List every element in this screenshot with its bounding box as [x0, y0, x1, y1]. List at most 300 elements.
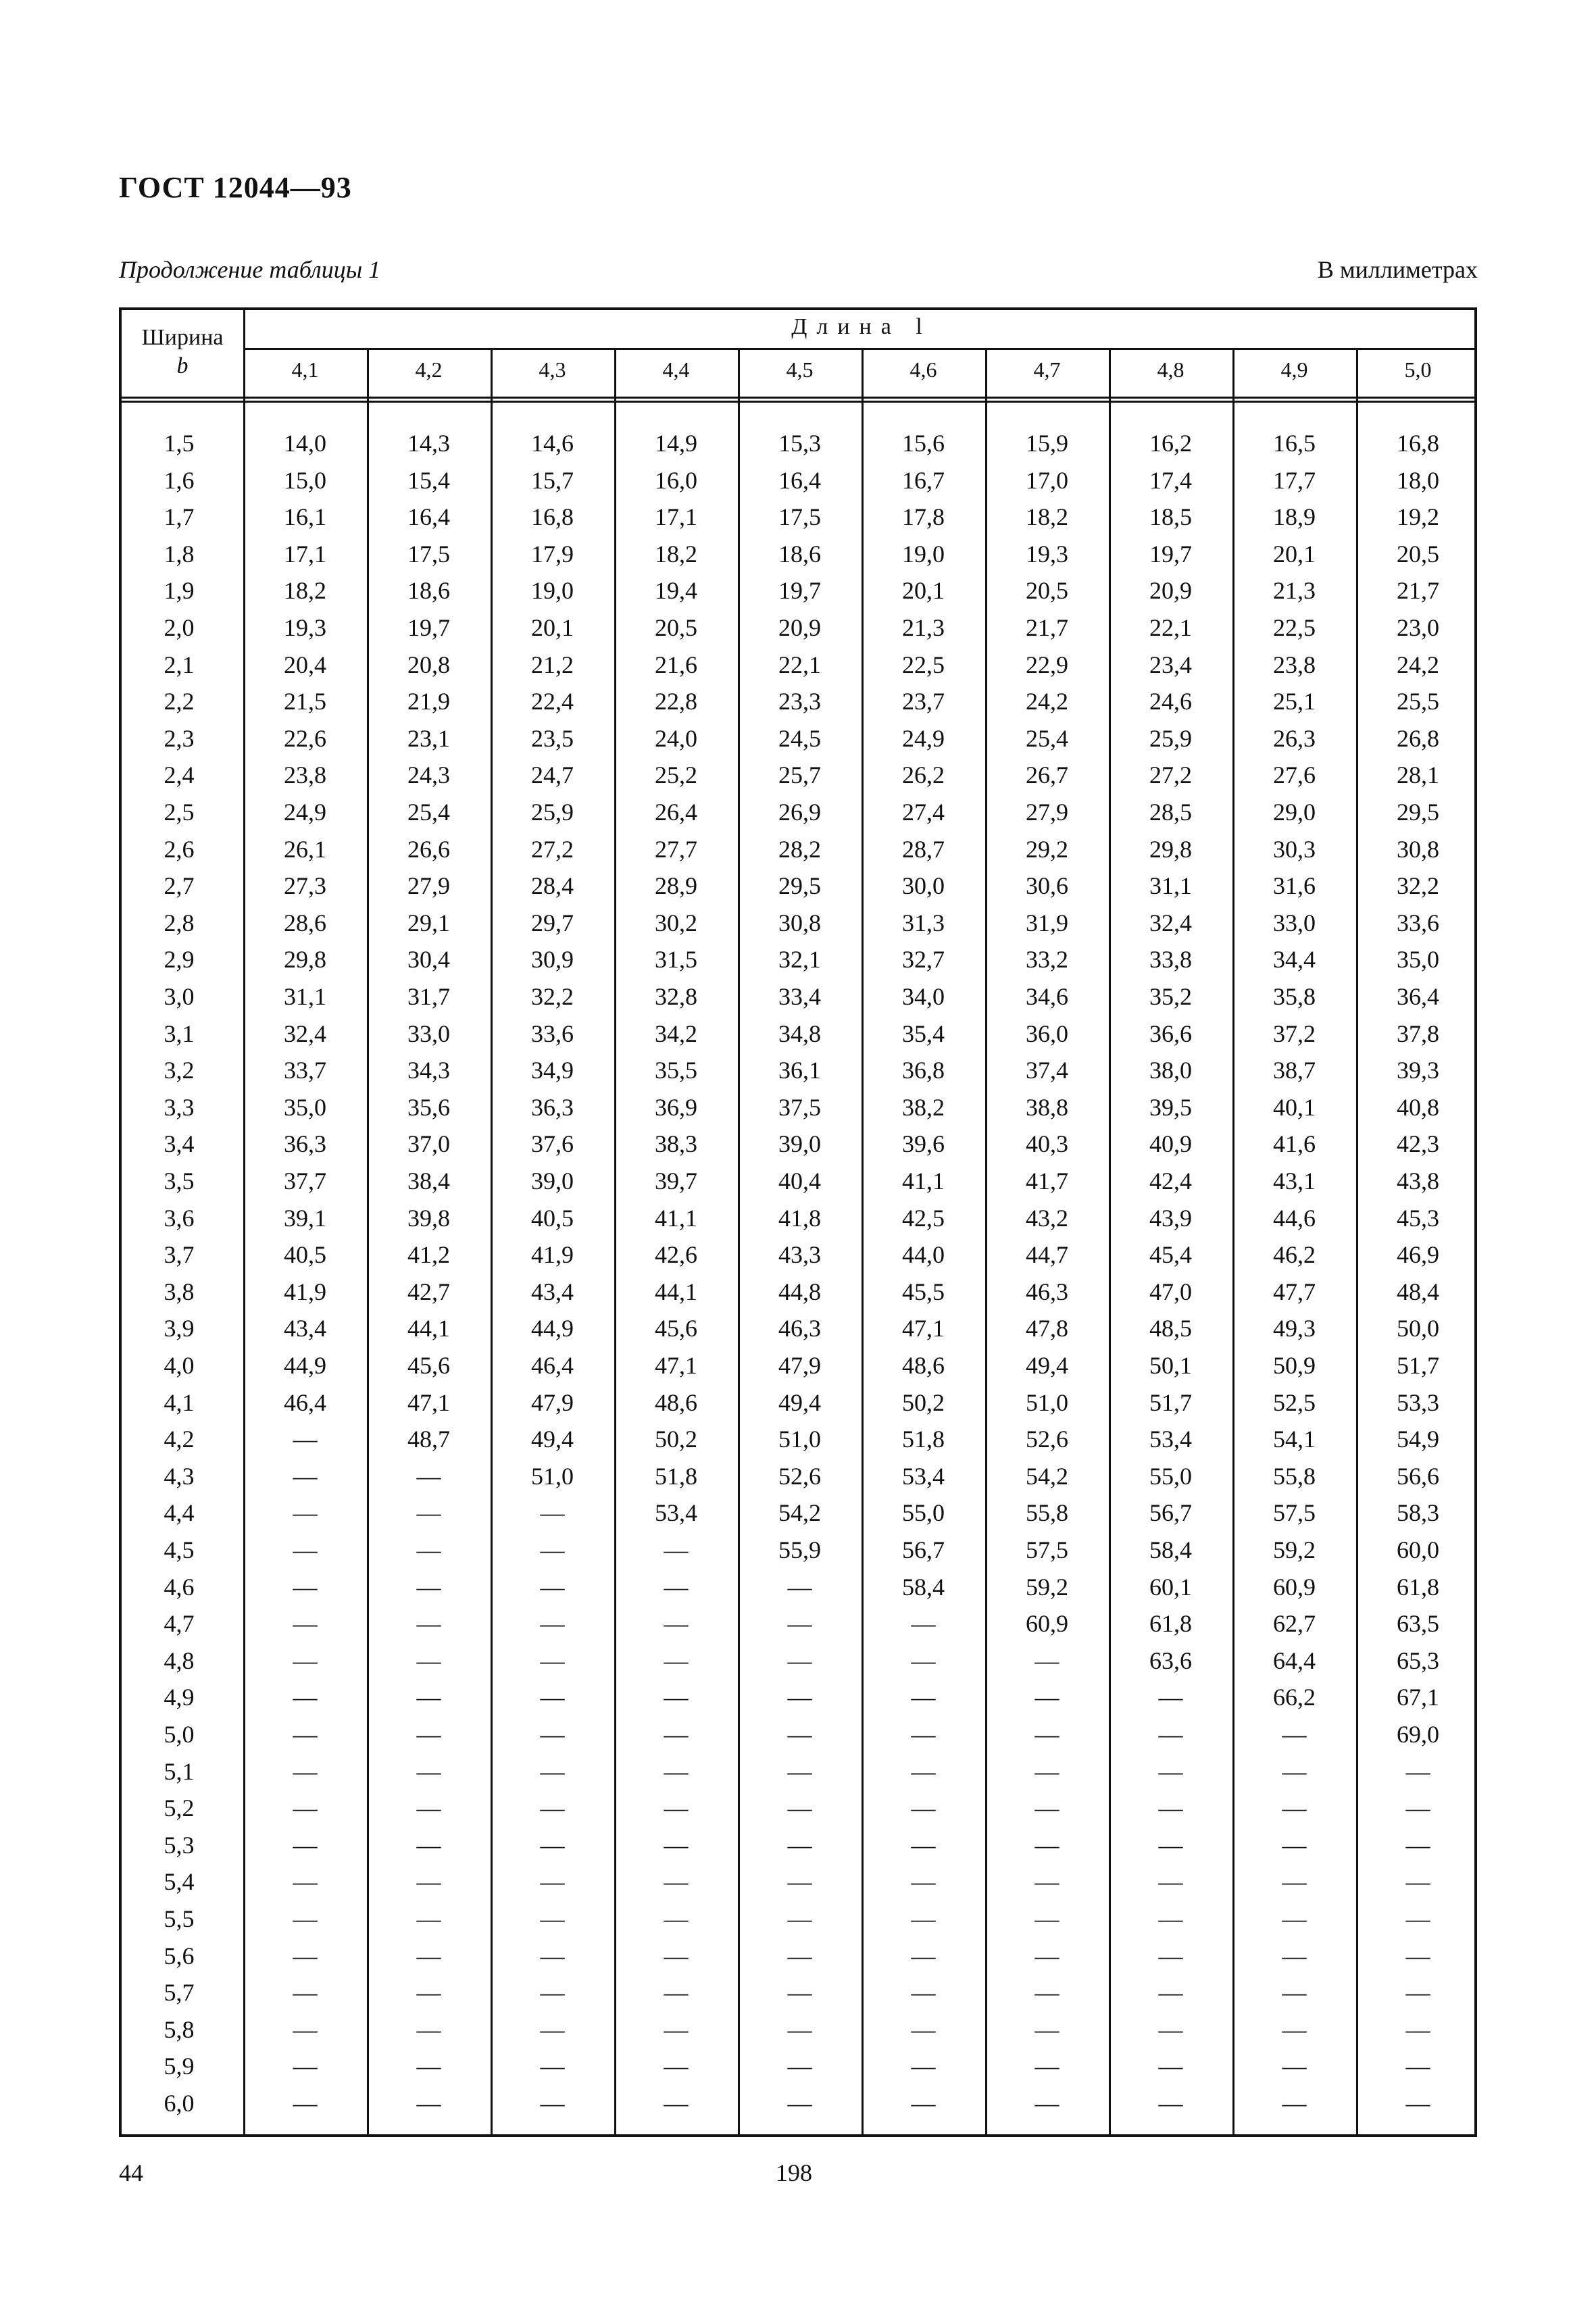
table-row [122, 1130, 1474, 1166]
table-cell: 22,5 [1273, 614, 1316, 641]
table-cell: 32,4 [284, 1020, 326, 1047]
row-width-value: 5,7 [164, 1979, 195, 2007]
table-cell: 22,9 [1026, 651, 1068, 678]
table-cell: 40,8 [1397, 1093, 1439, 1121]
table-cell: — [787, 1868, 812, 1896]
table-cell: — [540, 1499, 565, 1527]
table-cell: 36,1 [778, 1057, 821, 1084]
table-cell: 14,9 [655, 430, 697, 457]
table-cell: 39,7 [655, 1167, 697, 1194]
table-cell: 49,4 [531, 1426, 574, 1453]
table-cell: 15,0 [284, 466, 326, 494]
table-cell: 21,7 [1026, 614, 1068, 641]
table-cell: — [293, 1831, 318, 1859]
table-row [122, 982, 1474, 1019]
table-cell: 35,0 [284, 1093, 326, 1121]
table-cell: 22,1 [1149, 614, 1192, 641]
table-cell: 55,0 [1149, 1462, 1192, 1490]
row-width-value: 3,8 [164, 1278, 195, 1305]
row-width-value: 5,5 [164, 1905, 195, 1932]
table-cell: 45,6 [407, 1352, 450, 1379]
table-cell: — [416, 2053, 441, 2080]
table-cell: 35,8 [1273, 983, 1316, 1010]
table-cell: — [664, 1536, 689, 1563]
table-cell: 39,0 [778, 1130, 821, 1158]
table-cell: 42,6 [655, 1241, 697, 1269]
table-cell: 16,8 [531, 503, 574, 531]
table-cell: 48,6 [655, 1388, 697, 1416]
table-cell: — [1034, 1684, 1059, 1711]
table-cell: 24,7 [531, 761, 574, 789]
table-cell: 23,1 [407, 724, 450, 752]
table-cell: — [1158, 2090, 1183, 2117]
table-cell: — [911, 1646, 936, 1674]
table-cell: 44,7 [1026, 1241, 1068, 1269]
table-cell: 20,1 [531, 614, 574, 641]
table-cell: 32,4 [1149, 909, 1192, 936]
row-width-value: 4,9 [164, 1684, 195, 1711]
table-cell: 40,4 [778, 1167, 821, 1194]
table-cell: 22,8 [655, 688, 697, 715]
table-cell: 28,7 [902, 835, 945, 863]
row-width-value: 3,2 [164, 1057, 195, 1084]
table-cell: — [911, 1610, 936, 1638]
table-cell: 63,5 [1397, 1610, 1439, 1638]
table-cell: — [1158, 1684, 1183, 1711]
table-cell: 17,4 [1149, 466, 1192, 494]
table-cell: — [1282, 1979, 1307, 2007]
table-cell: 57,5 [1026, 1536, 1068, 1563]
table-cell: — [416, 1499, 441, 1527]
table-cell: 30,9 [531, 946, 574, 974]
table-cell: — [1034, 2015, 1059, 2043]
table-cell: 29,1 [407, 909, 450, 936]
table-cell: 47,1 [902, 1315, 945, 1342]
table-cell: 44,9 [531, 1315, 574, 1342]
table-cell: 27,7 [655, 835, 697, 863]
table-cell: 55,0 [902, 1499, 945, 1527]
table-cell: 47,8 [1026, 1315, 1068, 1342]
row-width-value: 4,5 [164, 1536, 195, 1563]
table-row [122, 651, 1474, 687]
table-cell: 16,4 [778, 466, 821, 494]
table-cell: 20,9 [778, 614, 821, 641]
table-cell: 38,4 [407, 1167, 450, 1194]
table-cell: — [293, 1721, 318, 1748]
table-cell: 19,3 [284, 614, 326, 641]
table-cell: — [664, 1868, 689, 1896]
table-cell: 55,8 [1026, 1499, 1068, 1527]
table-cell: 20,4 [284, 651, 326, 678]
table-cell: 39,5 [1149, 1093, 1192, 1121]
table-cell: — [911, 2015, 936, 2043]
table-row [122, 429, 1474, 466]
table-cell: — [416, 1757, 441, 1785]
table-cell: 18,2 [655, 540, 697, 568]
row-width-value: 2,3 [164, 724, 195, 752]
table-cell: — [1158, 1942, 1183, 1969]
table-cell: 53,4 [655, 1499, 697, 1527]
row-width-value: 2,6 [164, 835, 195, 863]
table-cell: 30,2 [655, 909, 697, 936]
table-cell: — [540, 1610, 565, 1638]
table-row [122, 761, 1474, 797]
row-width-value: 5,2 [164, 1794, 195, 1822]
table-cell: — [1158, 1757, 1183, 1785]
table-cell: — [416, 1979, 441, 2007]
table-cell: 30,4 [407, 946, 450, 974]
table-cell: 47,0 [1149, 1278, 1192, 1305]
table-cell: 24,5 [778, 724, 821, 752]
table-cell: 33,0 [407, 1020, 450, 1047]
table-cell: 20,5 [655, 614, 697, 641]
table-cell: — [664, 1757, 689, 1785]
table-cell: 23,7 [902, 688, 945, 715]
table-cell: 37,8 [1397, 1020, 1439, 1047]
table-cell: 29,2 [1026, 835, 1068, 863]
table-cell: 36,0 [1026, 1020, 1068, 1047]
table-cell: — [293, 2090, 318, 2117]
table-cell: 38,3 [655, 1130, 697, 1158]
table-cell: — [787, 1646, 812, 1674]
table-cell: 18,2 [284, 577, 326, 605]
table-cell: 25,5 [1397, 688, 1439, 715]
table-cell: — [664, 1721, 689, 1748]
length-column-header: 4,3 [539, 357, 566, 382]
table-cell: 58,4 [902, 1573, 945, 1601]
table-cell: 30,6 [1026, 872, 1068, 900]
table-cell: 14,0 [284, 430, 326, 457]
row-width-value: 2,0 [164, 614, 195, 641]
units-label: В миллиметрах [1317, 256, 1478, 283]
table-cell: 35,6 [407, 1093, 450, 1121]
table-cell: 62,7 [1273, 1610, 1316, 1638]
table-cell: — [664, 1573, 689, 1601]
table-cell: — [664, 1684, 689, 1711]
table-row [122, 1609, 1474, 1646]
table-cell: 32,2 [531, 983, 574, 1010]
table-cell: — [1282, 1905, 1307, 1932]
table-cell: 35,4 [902, 1020, 945, 1047]
table-cell: — [664, 2053, 689, 2080]
table-cell: 41,7 [1026, 1167, 1068, 1194]
table-cell: — [540, 2053, 565, 2080]
table-cell: — [1158, 1905, 1183, 1932]
table-row [122, 1905, 1474, 1941]
table-cell: 51,8 [655, 1462, 697, 1490]
table-row [122, 2089, 1474, 2126]
table-cell: 32,2 [1397, 872, 1439, 900]
table-cell: 43,4 [531, 1278, 574, 1305]
table-cell: 54,2 [778, 1499, 821, 1527]
table-row [122, 1536, 1474, 1572]
table-cell: 56,6 [1397, 1462, 1439, 1490]
page-number-left: 44 [119, 2159, 143, 2186]
table-cell: 63,6 [1149, 1646, 1192, 1674]
table-cell: 34,2 [655, 1020, 697, 1047]
table-cell: — [911, 1831, 936, 1859]
table-cell: 39,1 [284, 1204, 326, 1232]
table-cell: 51,0 [531, 1462, 574, 1490]
table-cell: 28,4 [531, 872, 574, 900]
table-cell: 54,1 [1273, 1426, 1316, 1453]
row-width-value: 4,7 [164, 1610, 195, 1638]
table-cell: 33,7 [284, 1057, 326, 1084]
table-cell: — [293, 1499, 318, 1527]
table-cell: 30,3 [1273, 835, 1316, 863]
table-cell: — [664, 1979, 689, 2007]
table-cell: 18,9 [1273, 503, 1316, 531]
row-width-value: 1,7 [164, 503, 195, 531]
table-cell: 51,8 [902, 1426, 945, 1453]
row-width-value: 2,7 [164, 872, 195, 900]
row-width-value: 5,8 [164, 2015, 195, 2043]
table-row [122, 1167, 1474, 1203]
table-cell: 19,4 [655, 577, 697, 605]
table-cell: — [1282, 2090, 1307, 2117]
row-width-value: 2,1 [164, 651, 195, 678]
row-width-value: 4,2 [164, 1426, 195, 1453]
table-cell: — [416, 1721, 441, 1748]
table-cell: 18,6 [778, 540, 821, 568]
table-cell: — [1405, 2015, 1430, 2043]
table-cell: 29,5 [1397, 799, 1439, 826]
table-cell: — [416, 1462, 441, 1490]
table-row [122, 1314, 1474, 1351]
table-cell: 44,1 [655, 1278, 697, 1305]
table-cell: 48,6 [902, 1352, 945, 1379]
table-cell: 52,5 [1273, 1388, 1316, 1416]
table-cell: — [540, 1573, 565, 1601]
table-cell: 20,9 [1149, 577, 1192, 605]
table-cell: — [1034, 1868, 1059, 1896]
table-cell: 25,7 [778, 761, 821, 789]
table-cell: 52,6 [1026, 1426, 1068, 1453]
table-cell: 60,1 [1149, 1573, 1192, 1601]
table-cell: 18,5 [1149, 503, 1192, 531]
table-cell: 69,0 [1397, 1721, 1439, 1748]
table-cell: 38,7 [1273, 1057, 1316, 1084]
document-title: ГОСТ 12044—93 [119, 171, 352, 204]
table-cell: 27,4 [902, 799, 945, 826]
table-cell: 20,5 [1026, 577, 1068, 605]
table-cell: — [293, 1536, 318, 1563]
table-cell: 26,4 [655, 799, 697, 826]
table-cell: 43,9 [1149, 1204, 1192, 1232]
table-cell: — [1158, 1979, 1183, 2007]
row-width-value: 4,0 [164, 1352, 195, 1379]
table-cell: — [1034, 1979, 1059, 2007]
table-cell: 27,9 [407, 872, 450, 900]
table-cell: 45,4 [1149, 1241, 1192, 1269]
table-cell: 38,8 [1026, 1093, 1068, 1121]
table-cell: 51,7 [1149, 1388, 1192, 1416]
table-cell: 24,9 [902, 724, 945, 752]
table-cell: 27,2 [1149, 761, 1192, 789]
table-cell: 42,3 [1397, 1130, 1439, 1158]
table-cell: 28,6 [284, 909, 326, 936]
table-cell: 20,5 [1397, 540, 1439, 568]
table-cell: 39,0 [531, 1167, 574, 1194]
table-cell: 66,2 [1273, 1684, 1316, 1711]
row-width-value: 3,6 [164, 1204, 195, 1232]
table-cell: 55,8 [1273, 1462, 1316, 1490]
table-cell: 21,6 [655, 651, 697, 678]
header-bottom-rule [122, 401, 1474, 403]
table-cell: 47,1 [407, 1388, 450, 1416]
length-column-header: 5,0 [1404, 357, 1432, 382]
table-row [122, 1720, 1474, 1757]
table-cell: 19,7 [407, 614, 450, 641]
table-cell: — [416, 1573, 441, 1601]
table-cell: 31,9 [1026, 909, 1068, 936]
table-cell: 21,5 [284, 688, 326, 715]
table-cell: 43,3 [778, 1241, 821, 1269]
table-row [122, 1278, 1474, 1314]
table-cell: 21,2 [531, 651, 574, 678]
table-row [122, 2015, 1474, 2052]
table-cell: — [540, 1646, 565, 1674]
table-cell: — [416, 1646, 441, 1674]
table-row [122, 1462, 1474, 1499]
table-cell: 33,0 [1273, 909, 1316, 936]
table-cell: — [664, 1942, 689, 1969]
table-cell: — [911, 2090, 936, 2117]
table-cell: 16,7 [902, 466, 945, 494]
table-cell: 44,8 [778, 1278, 821, 1305]
row-width-value: 4,6 [164, 1573, 195, 1601]
table-cell: 15,3 [778, 430, 821, 457]
table-row [122, 1573, 1474, 1609]
table-cell: 36,4 [1397, 983, 1439, 1010]
table-cell: 26,3 [1273, 724, 1316, 752]
table-row [122, 1425, 1474, 1461]
row-width-value: 5,4 [164, 1868, 195, 1896]
table-cell: — [293, 1794, 318, 1822]
table-cell: 29,7 [531, 909, 574, 936]
table-cell: — [1158, 2053, 1183, 2080]
table-cell: 18,0 [1397, 466, 1439, 494]
table-cell: 60,9 [1273, 1573, 1316, 1601]
table-cell: 67,1 [1397, 1684, 1439, 1711]
table-cell: 23,0 [1397, 614, 1439, 641]
table-cell: — [664, 1646, 689, 1674]
width-header-label: Ширина [141, 325, 224, 350]
row-width-value: 1,8 [164, 540, 195, 568]
table-row [122, 1646, 1474, 1683]
table-cell: — [664, 1610, 689, 1638]
table-row [122, 1056, 1474, 1092]
table-cell: 41,6 [1273, 1130, 1316, 1158]
table-cell: — [787, 1979, 812, 2007]
table-cell: — [293, 1905, 318, 1932]
table-cell: 21,9 [407, 688, 450, 715]
table-cell: 51,7 [1397, 1352, 1439, 1379]
table-cell: — [1034, 2090, 1059, 2117]
table-cell: 52,6 [778, 1462, 821, 1490]
table-cell: 50,0 [1397, 1315, 1439, 1342]
table-cell: — [664, 1905, 689, 1932]
table-cell: 28,9 [655, 872, 697, 900]
table-cell: — [787, 1794, 812, 1822]
table-cell: — [1405, 1757, 1430, 1785]
table-cell: 22,1 [778, 651, 821, 678]
table-row [122, 540, 1474, 576]
table-cell: 22,5 [902, 651, 945, 678]
table-cell: 20,1 [1273, 540, 1316, 568]
table-cell: 64,4 [1273, 1646, 1316, 1674]
table-row [122, 1351, 1474, 1388]
length-column-header: 4,8 [1157, 357, 1184, 382]
table-cell: — [911, 1684, 936, 1711]
table-cell: — [540, 1536, 565, 1563]
table-cell: 27,6 [1273, 761, 1316, 789]
table-cell: — [787, 1831, 812, 1859]
row-width-value: 5,0 [164, 1721, 195, 1748]
table-cell: 46,9 [1397, 1241, 1439, 1269]
table-cell: 16,8 [1397, 430, 1439, 457]
table-cell: 16,2 [1149, 430, 1192, 457]
table-cell: 65,3 [1397, 1646, 1439, 1674]
table-cell: 51,0 [778, 1426, 821, 1453]
table-cell: 23,8 [284, 761, 326, 789]
table-cell: 17,9 [531, 540, 574, 568]
table-row [122, 835, 1474, 872]
table-cell: — [1405, 1942, 1430, 1969]
table-cell: 17,7 [1273, 466, 1316, 494]
table-cell: 38,2 [902, 1093, 945, 1121]
table-cell: — [293, 1979, 318, 2007]
table-cell: 20,1 [902, 577, 945, 605]
table-cell: 43,1 [1273, 1167, 1316, 1194]
table-cell: 17,1 [284, 540, 326, 568]
table-row [122, 1942, 1474, 1978]
table-cell: — [1282, 1868, 1307, 1896]
table-cell: 50,9 [1273, 1352, 1316, 1379]
table-cell: 44,1 [407, 1315, 450, 1342]
table-cell: — [1405, 1979, 1430, 2007]
table-cell: 15,6 [902, 430, 945, 457]
table-cell: — [1405, 1868, 1430, 1896]
table-cell: 49,4 [778, 1388, 821, 1416]
table-cell: 40,3 [1026, 1130, 1068, 1158]
table-row [122, 576, 1474, 613]
table-cell: — [1034, 1757, 1059, 1785]
table-row [122, 1978, 1474, 2015]
table-cell: 37,7 [284, 1167, 326, 1194]
table-cell: 60,0 [1397, 1536, 1439, 1563]
table-cell: — [416, 1868, 441, 1896]
table-cell: — [1282, 1721, 1307, 1748]
table-cell: 27,2 [531, 835, 574, 863]
table-cell: 23,8 [1273, 651, 1316, 678]
table-cell: 21,3 [1273, 577, 1316, 605]
table-cell: 16,4 [407, 503, 450, 531]
table-cell: 26,7 [1026, 761, 1068, 789]
table-cell: 39,6 [902, 1130, 945, 1158]
table-cell: 59,2 [1026, 1573, 1068, 1601]
table-cell: 51,0 [1026, 1388, 1068, 1416]
table-cell: 37,0 [407, 1130, 450, 1158]
table-row [122, 945, 1474, 982]
table-cell: 34,0 [902, 983, 945, 1010]
row-width-value: 4,8 [164, 1646, 195, 1674]
table-cell: — [911, 1721, 936, 1748]
table-cell: — [787, 1721, 812, 1748]
table-cell: 31,5 [655, 946, 697, 974]
table-row [122, 1204, 1474, 1240]
table-cell: 43,8 [1397, 1167, 1439, 1194]
